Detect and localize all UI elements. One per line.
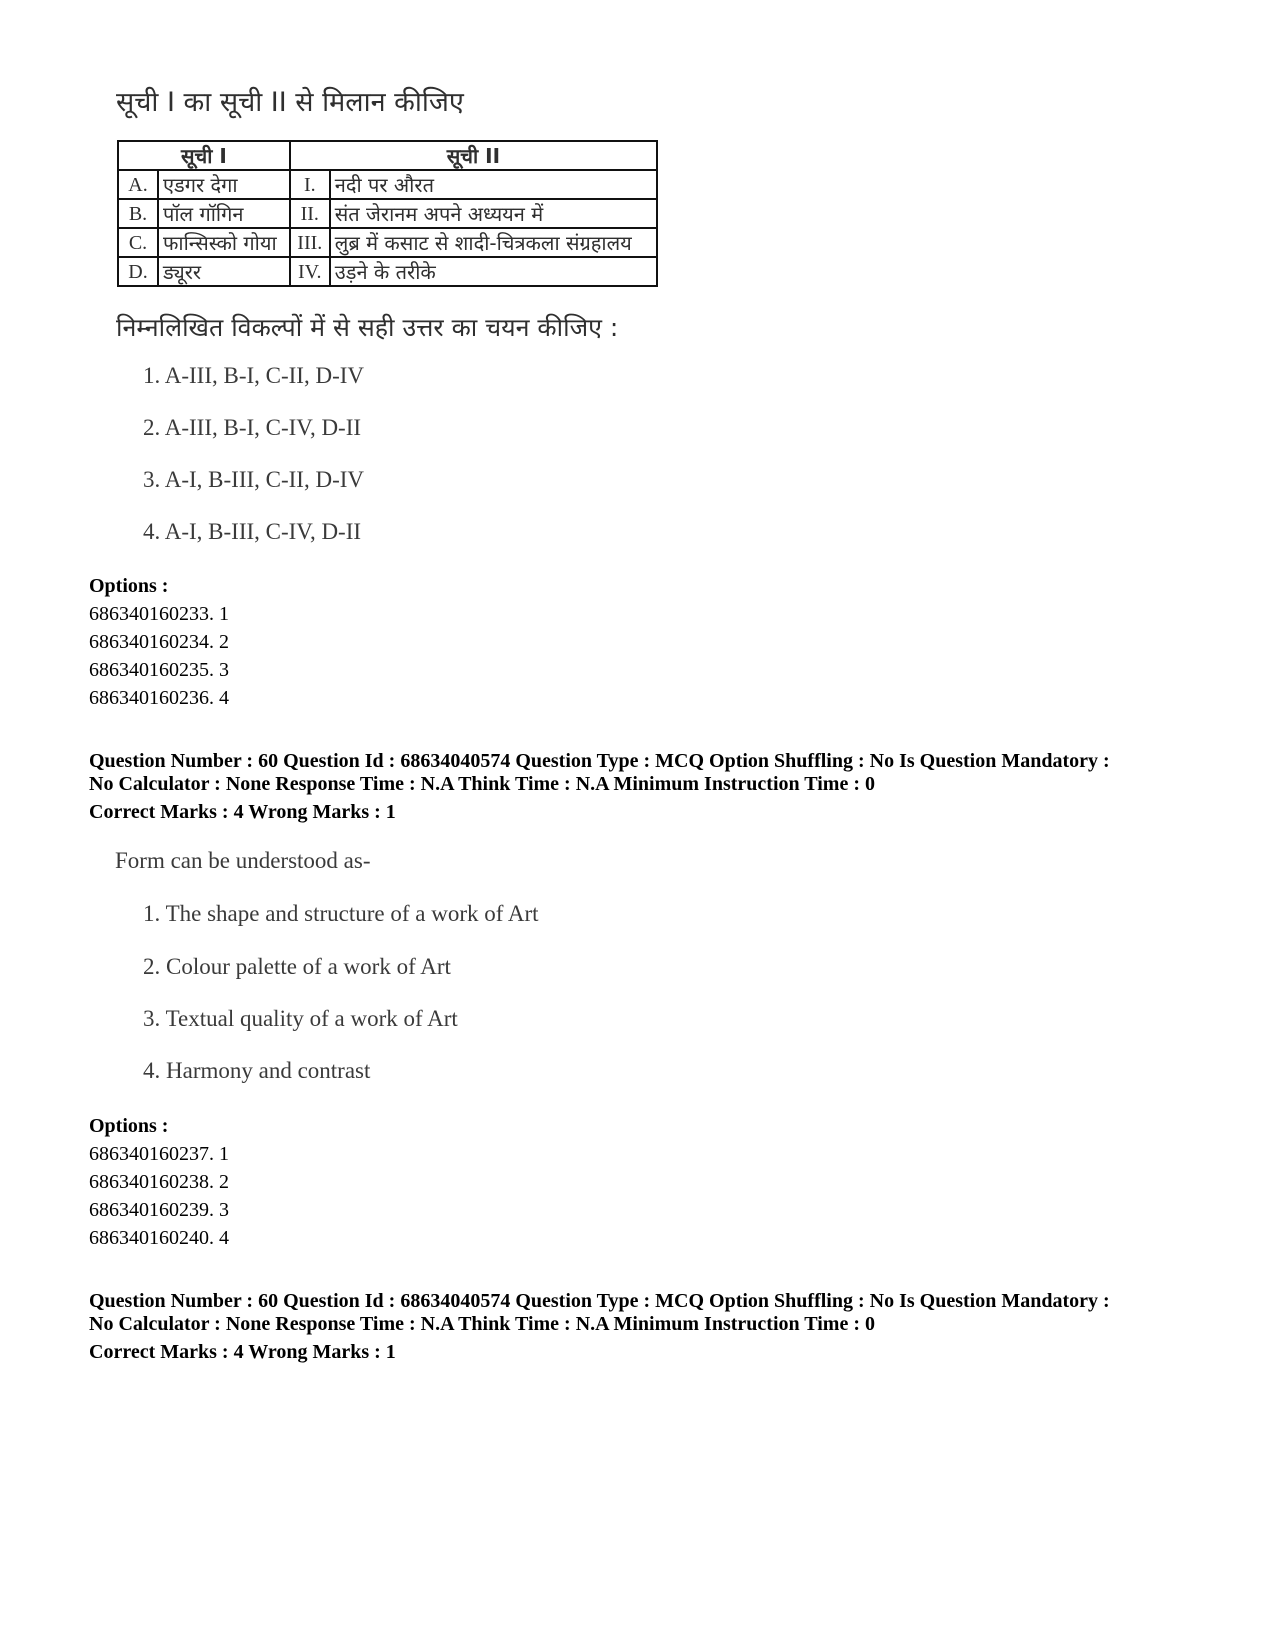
answer-choice: 2. A-III, B-I, C-IV, D-II (143, 415, 362, 440)
answer-choice: 3. Textual quality of a work of Art (143, 1006, 458, 1031)
list-1-value: फान्सिस्को गोया (158, 228, 290, 257)
question-meta-line: Question Number : 60 Question Id : 68634040574 Question Type : MCQ Option Shuffling : No Is Question Mandatory : (89, 1290, 1110, 1312)
question-marks: Correct Marks : 4 Wrong Marks : 1 (89, 1341, 396, 1363)
question-meta (89, 750, 1189, 796)
question-prompt: निम्नलिखित विकल्पों में से सही उत्तर का चयन कीजिए : (116, 313, 619, 342)
answer-choice: 4. A-I, B-III, C-IV, D-II (143, 519, 362, 544)
question-meta-line: Question Number : 60 Question Id : 68634040574 Question Type : MCQ Option Shuffling : No Is Question Mandatory : (89, 750, 1110, 772)
list-2-header: सूची II (290, 141, 657, 170)
list-2-value: संत जेरानम अपने अध्ययन में (330, 199, 657, 228)
table-row (118, 199, 657, 228)
question-marks: Correct Marks : 4 Wrong Marks : 1 (89, 801, 396, 823)
list-1-key: B. (118, 199, 158, 228)
list-2-value: नदी पर औरत (330, 170, 657, 199)
answer-choice: 2. Colour palette of a work of Art (143, 954, 451, 979)
answer-choice: 3. A-I, B-III, C-II, D-IV (143, 467, 364, 492)
table-row (118, 228, 657, 257)
match-table (117, 140, 658, 287)
table-row (118, 257, 657, 286)
list-1-value: पॉल गॉगिन (158, 199, 290, 228)
match-table-header (118, 141, 657, 170)
options-label: Options : (89, 1115, 169, 1137)
answer-choice: 1. The shape and structure of a work of Art (143, 901, 539, 926)
match-question-title: सूची I का सूची II से मिलान कीजिए (116, 87, 464, 118)
option-id: 686340160238. 2 (89, 1171, 229, 1193)
list-1-key: C. (118, 228, 158, 257)
list-1-value: ड्यूरर (158, 257, 290, 286)
list-2-key: II. (290, 199, 330, 228)
option-id: 686340160236. 4 (89, 687, 229, 709)
list-1-key: A. (118, 170, 158, 199)
option-id: 686340160237. 1 (89, 1143, 229, 1165)
question-meta-line: No Calculator : None Response Time : N.A Think Time : N.A Minimum Instruction Time : 0 (89, 1313, 875, 1335)
list-2-key: IV. (290, 257, 330, 286)
option-id: 686340160240. 4 (89, 1227, 229, 1249)
option-id: 686340160235. 3 (89, 659, 229, 681)
list-2-value: लुब्र में कसाट से शादी-चित्रकला संग्रहालय (330, 228, 657, 257)
option-id: 686340160239. 3 (89, 1199, 229, 1221)
options-label: Options : (89, 575, 169, 597)
option-id: 686340160234. 2 (89, 631, 229, 653)
question-prompt: Form can be understood as- (115, 848, 371, 873)
table-row (118, 170, 657, 199)
list-2-value: उड़ने के तरीके (330, 257, 657, 286)
list-1-header: सूची I (118, 141, 290, 170)
question-meta (89, 1290, 1189, 1336)
question-meta-line: No Calculator : None Response Time : N.A Think Time : N.A Minimum Instruction Time : 0 (89, 773, 875, 795)
option-id: 686340160233. 1 (89, 603, 229, 625)
answer-choice: 4. Harmony and contrast (143, 1058, 371, 1083)
list-2-key: I. (290, 170, 330, 199)
list-2-key: III. (290, 228, 330, 257)
list-1-value: एडगर देगा (158, 170, 290, 199)
answer-choice: 1. A-III, B-I, C-II, D-IV (143, 363, 364, 388)
list-1-key: D. (118, 257, 158, 286)
